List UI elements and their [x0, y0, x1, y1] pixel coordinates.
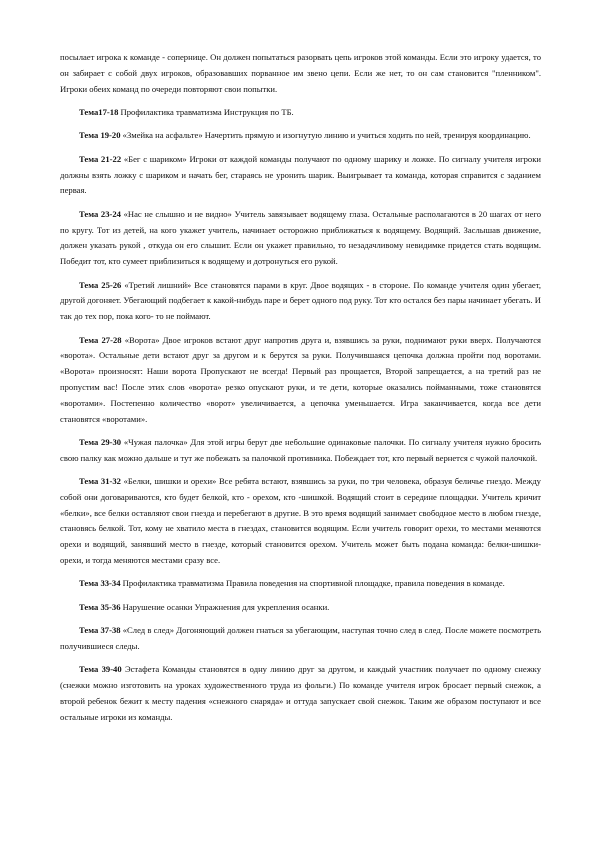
paragraph-heading: Тема17-18 — [79, 106, 119, 117]
paragraph-text: посылает игрока к команде - соперницe. Он должен попытаться разорвать цепь игроков этой команды. Если это игроку удается, то он забирает с собой двух игроков, образовавших порванное им звено цепи. Если же нет, то он сам становится "пленником". Игроки обеих команд по очереди повторяют свои попытки. — [60, 52, 541, 94]
paragraph-text: «Нас не слышно и не видно» Учитель завязывает водящему глаза. Остальные располагаются в 20 шагах от него по кругу. Тот из детей, на кого укажет учитель, начинает осторожно приближаться к водящему. Водящий. Заслышав движение, должен указать рукой , откуда он его слышит. Если он укажет правильно, то незадачливому невидимке придется стать водящим. Победит тот, кто сумеет приблизиться к водящему и дотронуться его рукой. — [60, 208, 541, 267]
paragraph-topic-35-36 — [60, 600, 541, 616]
paragraph-topic-27-28 — [60, 333, 541, 428]
paragraph-text: Профилактика травматизма Правила поведения на спортивной площадке, правила поведения в команде. — [120, 578, 505, 589]
paragraph-topic-19-20 — [60, 128, 541, 144]
paragraph-topic-23-24 — [60, 207, 541, 270]
paragraph-heading: Тема 29-30 — [79, 436, 122, 447]
paragraph-text: «Третий лишний» Все становятся парами в круг. Двое водящих - в стороне. По команде учителя один убегает, другой догоняет. Убегающий подбегает к какой-нибудь паре и берет одного под руку. Тот кто остался без пары начинает убегать. И так до тех пор, пока кого- то не поймают. — [60, 279, 541, 322]
paragraph-topic-21-22 — [60, 152, 541, 199]
paragraph-heading: Тема 19-20 — [79, 130, 121, 141]
paragraph-text: «След в след» Догоняющий должен гнаться за убегающим, наступая точно след в след. После можете посмотреть получившиеся следы. — [60, 625, 541, 652]
paragraph-text: «Белки, шишки и орехи» Все ребята встают, взявшись за руки, по три человека, образуя беличье гнездо. Между собой они договариваются, кто будет белкой, кто - орехом, кто -шишкой. Водящий стоит в середине площадки. Учитель кричит «белки», все белки оставляют свои гнезда и перебегают в другие. В это время водящий занимает свободное место в любом гнезде, становясь белкой. Тот, кому не хватило места в гнездах, становится водящим. Если учитель говорит орехи, то местами меняются орехи и водящий, занявший место в гнезде, который становится орехом. Учитель может быть подана команда: белки-шишки-орехи, и тогда меняются местами сразу все. — [60, 476, 541, 566]
paragraph-heading: Тема 21-22 — [79, 153, 122, 164]
paragraph-text: «Змейка на асфальте» Начертить прямую и изогнутую линию и учиться ходить по ней, тренируя координацию. — [120, 130, 531, 141]
paragraph-heading: Тема 39-40 — [79, 664, 122, 675]
paragraph-topic-33-34 — [60, 576, 541, 592]
paragraph-text: «Чужая палочка» Для этой игры берут две небольшие одинаковые палочки. По сигналу учителя нужно бросить свою палку как можно дальше и тут же побежать за палочкой противника. Побеждает тот, кто первый вернется с чужой палочкой. — [60, 436, 541, 463]
paragraph-text: «Бег с шариком» Игроки от каждой команды получают по одному шарику и ложке. По сигналу учителя игроки должны взять ложку с шариком и начать бег, стараясь не уронить шарик. Выигрывает та команда, которая справится с заданием первая. — [60, 153, 542, 196]
paragraph-text: Эстафета Команды становятся в одну линию друг за другом, и каждый участник получает по одному снежку (снежки можно изготовить на уроках художественного труда из фольги.) По команде учителя игрок бросает первый снежок, а второй ребенок бежит к месту падения «снежного снаряда» и оттуда запускает свой снежок. Таким же образом поступают и все остальные игроки из команды. — [60, 664, 541, 722]
paragraph-heading: Тема 37-38 — [79, 625, 121, 636]
paragraph-text: Профилактика травматизма Инструкция по ТБ. — [118, 106, 294, 117]
paragraph-heading: Тема 33-34 — [79, 578, 121, 589]
paragraph-continuation — [60, 50, 541, 97]
paragraph-topic-31-32 — [60, 474, 541, 569]
paragraph-topic-39-40 — [60, 662, 541, 725]
paragraph-heading: Тема 23-24 — [79, 208, 121, 219]
paragraph-heading: Тема 35-36 — [79, 601, 121, 612]
paragraph-topic-17-18 — [60, 105, 541, 121]
paragraph-topic-37-38 — [60, 623, 541, 655]
paragraph-topic-29-30 — [60, 435, 541, 467]
document-page — [60, 50, 541, 733]
paragraph-heading: Тема 31-32 — [79, 476, 121, 487]
paragraph-heading: Тема 27-28 — [79, 334, 122, 345]
paragraph-text: Нарушение осанки Упражнения для укрепления осанки. — [120, 601, 330, 612]
paragraph-heading: Тема 25-26 — [79, 279, 122, 290]
paragraph-text: «Ворота» Двое игроков встают друг напротив друга и, взявшись за руки, поднимают руки вверх. Получаются «ворота». Остальные дети встают друг за другом и к берутся за руки. Получившаяся цепочка должна пройти под воротами. «Ворота» произносят: Наши ворота Пропускают не всегда! Первый раз прощается, Второй запрещается, а на третий раз не пропустим вас! После этих слов «ворота» резко опускают руки, и те дети, которые оказались пойманными, тоже становятся «воротами». Постепенно количество «ворот» увеличивается, а цепочка уменьшается. Игра заканчивается, когда все дети становятся «воротами». — [60, 334, 541, 424]
paragraph-topic-25-26 — [60, 278, 541, 325]
